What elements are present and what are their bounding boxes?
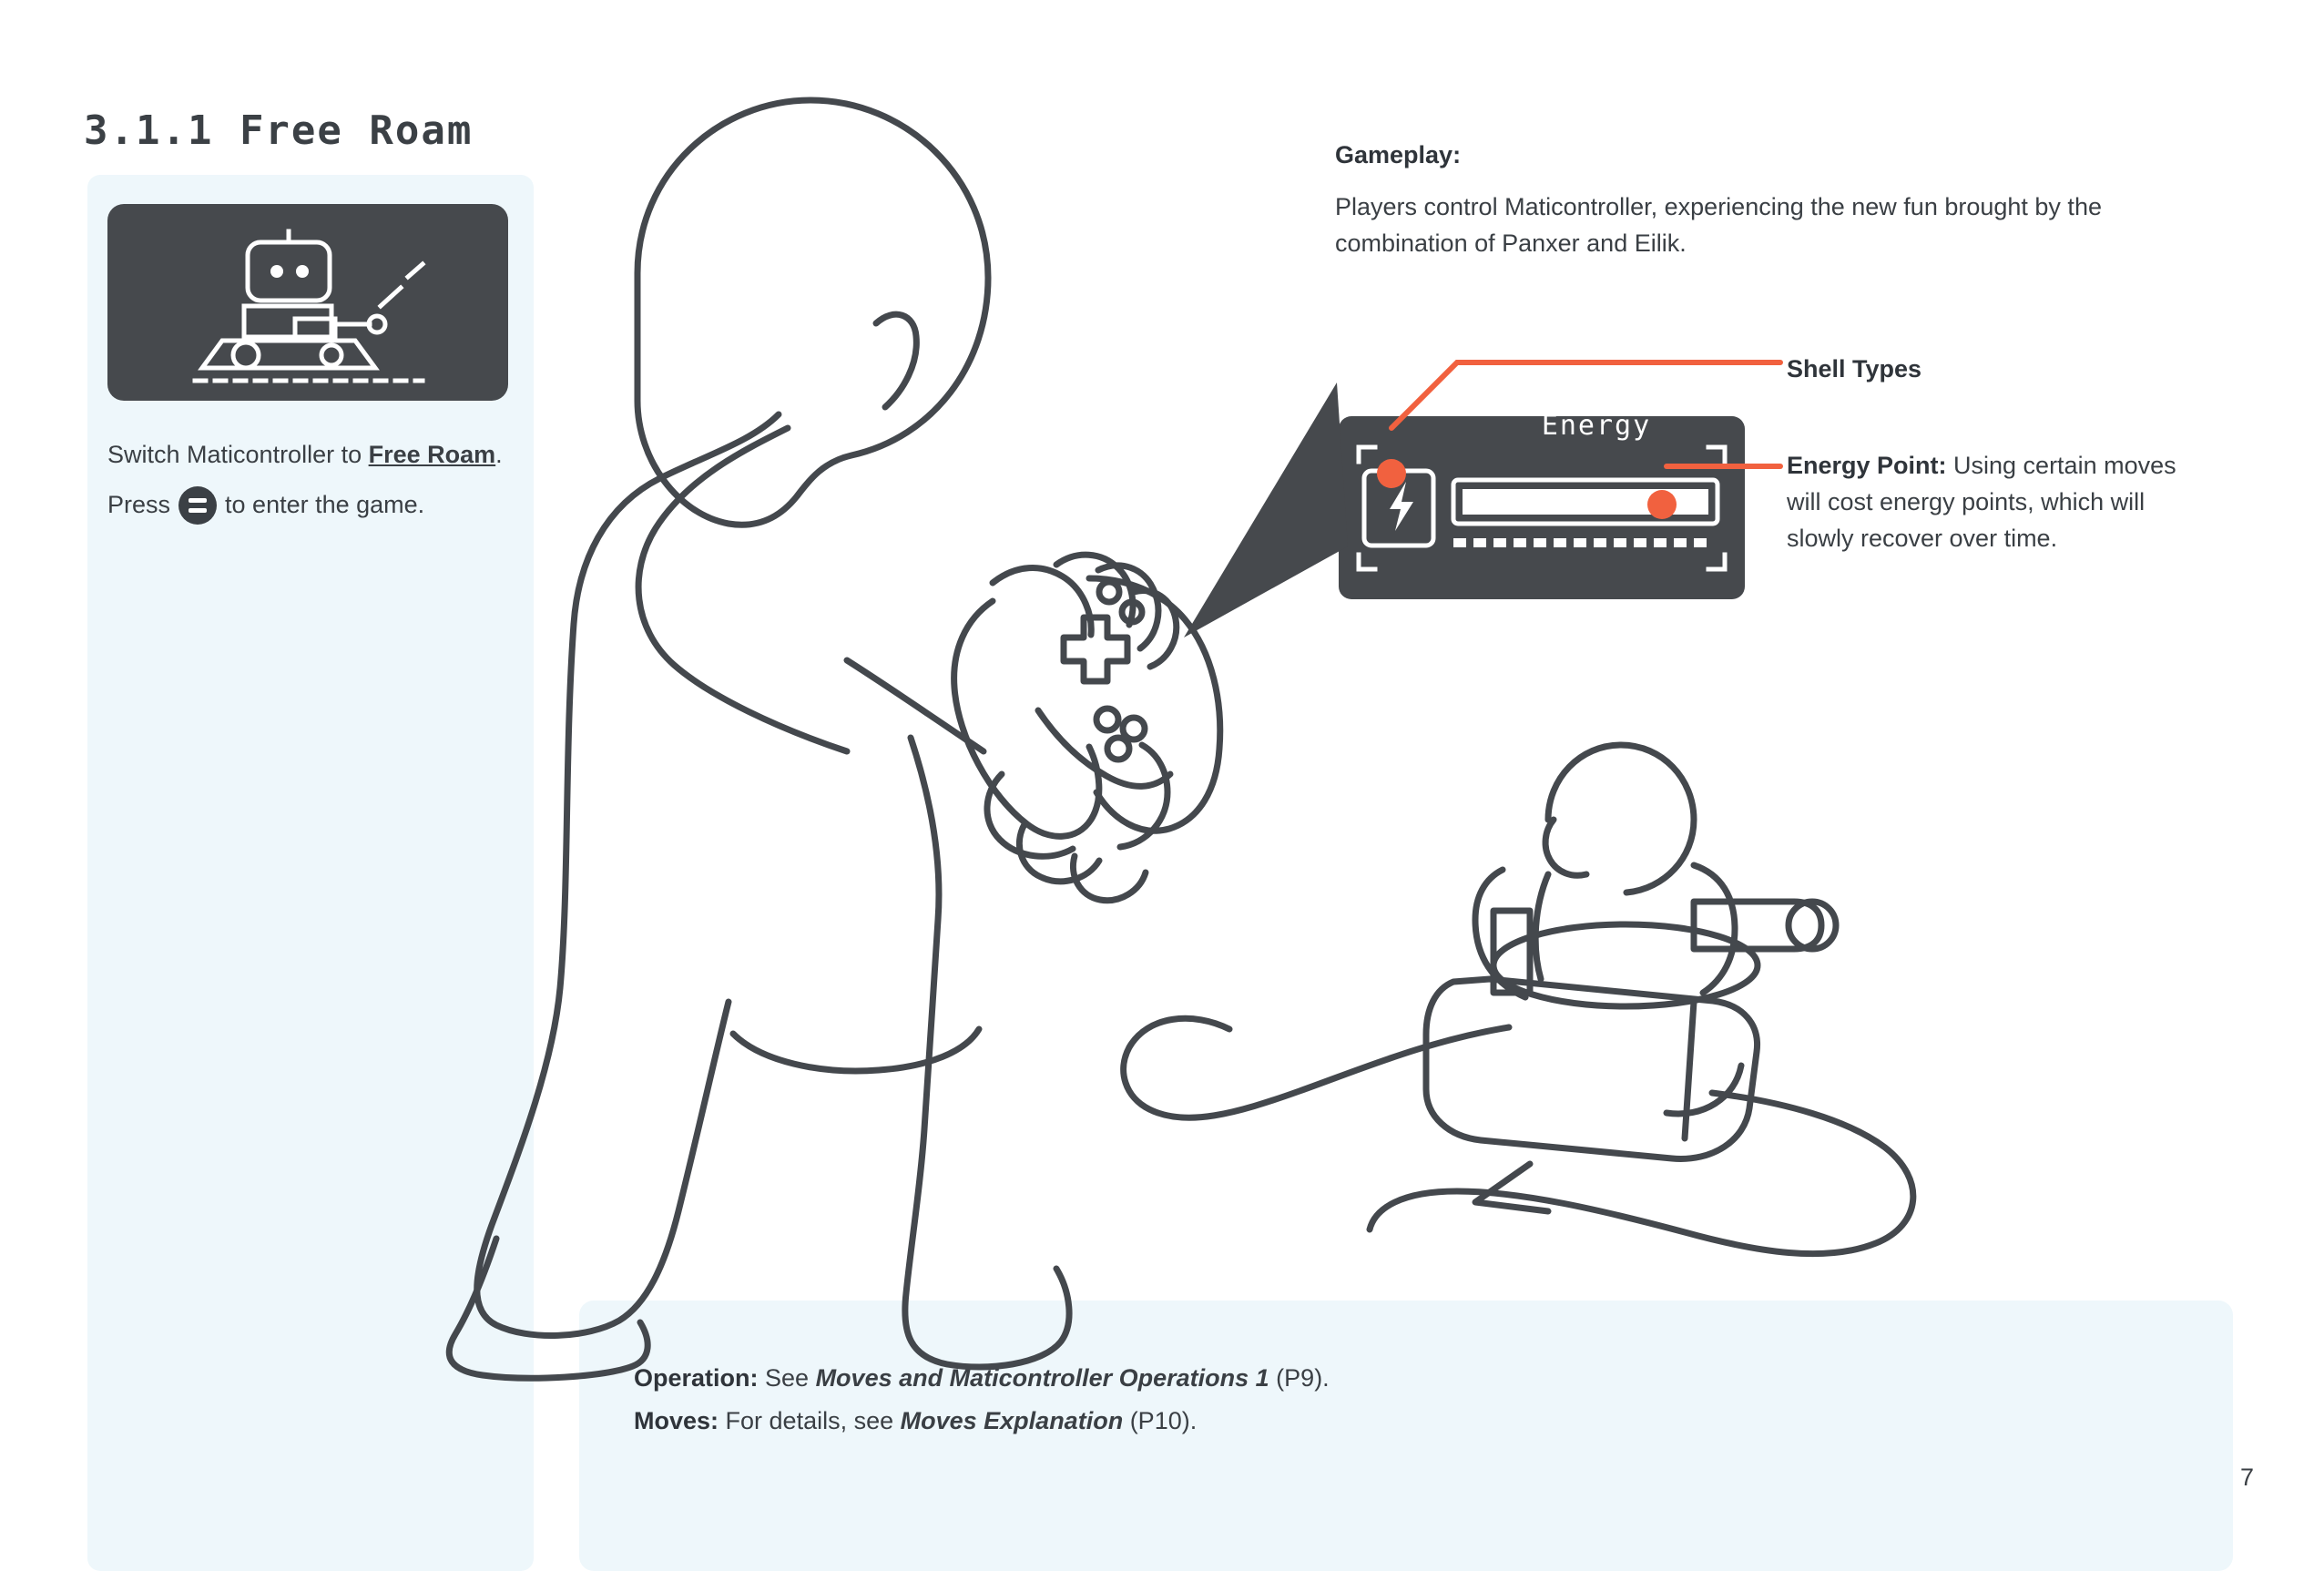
gameplay-block [1335,141,2237,262]
person-right-hand [993,568,1091,635]
tank-chassis-edge [1667,1066,1741,1114]
energy-point-body: Using certain moves will cost energy points, which will slowly recover over time. [1787,452,2176,552]
moves-text-after: (P10). [1123,1407,1198,1435]
operation-reference[interactable]: Moves and Maticontroller Operations 1 [815,1364,1269,1392]
sidebar-instructions [107,437,517,525]
moves-reference[interactable]: Moves Explanation [900,1407,1124,1435]
person-left-fingers [1019,824,1099,882]
controller-button [1099,582,1119,602]
tank-chassis [1426,979,1758,1158]
person-right-fingers-2 [1098,566,1158,648]
press-button-instruction [107,486,517,525]
hud-graphic [1337,414,1747,601]
page-number: 7 [2240,1464,2255,1491]
person-left-fingers-2 [1073,856,1146,901]
controller-button [1107,738,1129,760]
note-lines [634,1357,1330,1443]
person-upper-arm [638,428,847,751]
tank-body-right [1694,865,1735,993]
tank-body-left [1475,870,1525,997]
controller-button [1096,709,1118,730]
moves-note [634,1400,1330,1443]
energy-point-label: Energy Point: [1787,452,1947,479]
tank-body-seam [1535,874,1548,979]
free-roam-thumbnail [107,204,508,401]
free-roam-link[interactable]: Free Roam [368,441,496,468]
controller-bottom [1038,710,1170,786]
tank-barrel [1694,902,1821,949]
operation-text-before: See [758,1364,816,1392]
motion-trail-left [1124,1018,1509,1117]
press-prefix: Press [107,490,171,518]
controller-right-grip [1089,578,1220,831]
operation-note [634,1357,1330,1400]
note-panel [579,1301,2233,1571]
page-title: 3.1.1 Free Roam [84,107,474,154]
gameplay-label: Gameplay: [1335,141,1462,168]
switch-mode-instruction [107,437,517,474]
person-right-fingers [1056,555,1133,625]
tank-head [1548,745,1694,893]
motion-arrow [1475,1164,1548,1211]
person-ear [876,314,916,407]
operation-label: Operation: [634,1364,759,1392]
operation-text-after: (P9). [1269,1364,1330,1392]
instruction-prefix: Switch Maticontroller to [107,441,369,468]
person-front-leg [905,738,1069,1367]
hud-pointer [1184,383,1348,638]
person-hip-line [733,1029,979,1071]
shell-types-label: Shell Types [1787,355,1922,383]
tank-head-visor [1545,820,1586,875]
controller-left-grip [954,601,1099,836]
motion-trail-right [1370,1093,1913,1254]
person-right-fingers-3 [1134,591,1177,667]
controller-button [1122,602,1142,622]
energy-label: Energy [1541,410,1652,442]
energy-point-block [1787,448,2215,557]
moves-label: Moves: [634,1407,719,1435]
person-left-thumb [1120,745,1167,847]
tank-chassis-seam [1685,1002,1694,1138]
person-forearm [847,660,984,751]
gameplay-body: Players control Maticontroller, experiencing the new fun brought by the combination of Panxer and Eilik. [1335,193,2102,257]
person-left-hand [987,774,1073,856]
hud-panel [1337,410,1747,601]
moves-text-before: For details, see [719,1407,901,1435]
tank-turret-base [1493,924,1758,1006]
tank-side-plate [1493,911,1530,993]
person-head [637,100,988,525]
instruction-suffix: . [495,441,503,468]
tank-muzzle [1789,902,1836,949]
free-roam-pixel-robot-icon [107,204,508,401]
controller-button [1123,718,1145,740]
press-suffix: to enter the game. [225,490,425,518]
menu-button-icon [178,486,217,525]
controller-dpad-icon [1064,617,1127,681]
